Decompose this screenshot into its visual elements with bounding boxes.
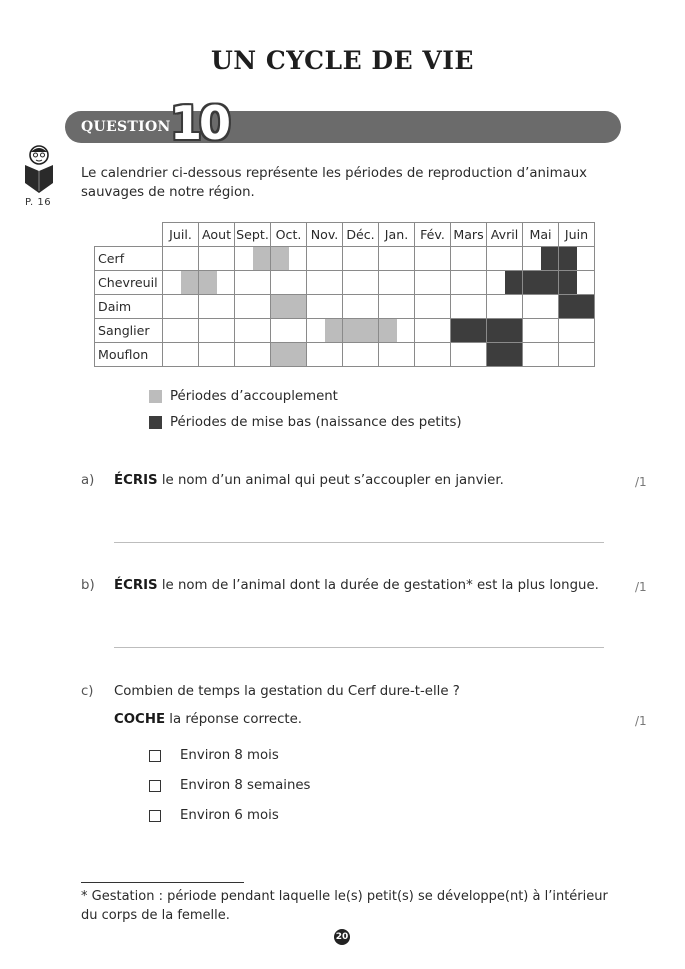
mating-period-mark bbox=[271, 247, 289, 270]
mating-period-mark bbox=[325, 319, 343, 342]
calendar-cell bbox=[487, 247, 523, 271]
birth-period-mark bbox=[541, 247, 559, 270]
option-3-checkbox[interactable] bbox=[149, 810, 161, 822]
month-header: Avril bbox=[487, 223, 523, 247]
birth-period-mark bbox=[505, 271, 523, 294]
question-b-keyword: ÉCRIS bbox=[114, 578, 158, 593]
calendar-row bbox=[95, 247, 595, 271]
calendar-cell bbox=[379, 247, 415, 271]
calendar-header-row bbox=[95, 223, 595, 247]
question-c-keyword: COCHE bbox=[114, 712, 166, 727]
birth-period-mark bbox=[559, 295, 594, 318]
option-1-label: Environ 8 mois bbox=[180, 748, 279, 763]
month-header: Jan. bbox=[379, 223, 415, 247]
intro-text: Le calendrier ci-dessous représente les périodes de reproduction d’animaux sauvages de notre région. bbox=[81, 166, 588, 200]
calendar-cell bbox=[523, 271, 559, 295]
animal-name: Sanglier bbox=[95, 319, 163, 343]
question-a-keyword: ÉCRIS bbox=[114, 473, 158, 488]
calendar-cell bbox=[559, 247, 595, 271]
month-header: Aout bbox=[199, 223, 235, 247]
calendar-cell bbox=[163, 343, 199, 367]
calendar-cell bbox=[379, 319, 415, 343]
question-c-instruction-body: la réponse correcte. bbox=[165, 712, 303, 727]
legend-mating-swatch bbox=[149, 390, 162, 403]
question-b-body: le nom de l’animal dont la durée de gestation* est la plus longue. bbox=[157, 578, 599, 593]
calendar-cell bbox=[343, 319, 379, 343]
calendar-cell bbox=[235, 295, 271, 319]
calendar-cell bbox=[415, 319, 451, 343]
animal-name: Chevreuil bbox=[95, 271, 163, 295]
animal-name: Daim bbox=[95, 295, 163, 319]
calendar-cell bbox=[523, 295, 559, 319]
calendar-row bbox=[95, 271, 595, 295]
legend-birth-label: Périodes de mise bas (naissance des petits) bbox=[170, 415, 462, 430]
calendar-cell bbox=[199, 295, 235, 319]
page-reference: P. 16 bbox=[25, 197, 52, 208]
legend-mating-label: Périodes d’accouplement bbox=[170, 389, 338, 404]
question-b-letter: b) bbox=[81, 578, 95, 593]
footnote: * Gestation : période pendant laquelle le(s) petit(s) se développe(nt) à l’intérieur du corps de la femelle. bbox=[81, 889, 608, 923]
calendar-cell bbox=[415, 247, 451, 271]
calendar-cell bbox=[307, 295, 343, 319]
calendar-cell bbox=[523, 247, 559, 271]
month-header: Fév. bbox=[415, 223, 451, 247]
mating-period-mark bbox=[181, 271, 199, 294]
question-number: 10 bbox=[170, 96, 229, 150]
calendar-cell bbox=[451, 247, 487, 271]
calendar-cell bbox=[523, 319, 559, 343]
calendar-cell bbox=[343, 247, 379, 271]
animal-name: Cerf bbox=[95, 247, 163, 271]
question-c-letter: c) bbox=[81, 684, 94, 699]
calendar-cell bbox=[559, 319, 595, 343]
question-c-instruction bbox=[114, 712, 302, 727]
month-header: Nov. bbox=[307, 223, 343, 247]
question-a-letter: a) bbox=[81, 473, 95, 488]
month-header: Sept. bbox=[235, 223, 271, 247]
calendar-cell bbox=[415, 295, 451, 319]
calendar-cell bbox=[487, 343, 523, 367]
birth-period-mark bbox=[559, 271, 577, 294]
month-header: Mai bbox=[523, 223, 559, 247]
mating-period-mark bbox=[379, 319, 397, 342]
question-label: QUESTION bbox=[81, 119, 171, 135]
calendar-cell bbox=[451, 319, 487, 343]
birth-period-mark bbox=[451, 319, 486, 342]
calendar-cell bbox=[379, 271, 415, 295]
footnote-divider bbox=[81, 882, 244, 883]
birth-period-mark bbox=[523, 271, 558, 294]
calendar-cell bbox=[235, 343, 271, 367]
calendar-cell bbox=[235, 319, 271, 343]
mating-period-mark bbox=[343, 319, 378, 342]
birth-period-mark bbox=[559, 247, 577, 270]
calendar-cell bbox=[559, 295, 595, 319]
calendar-cell bbox=[379, 343, 415, 367]
calendar-cell bbox=[415, 271, 451, 295]
calendar-cell bbox=[163, 295, 199, 319]
calendar-cell bbox=[379, 295, 415, 319]
mating-period-mark bbox=[271, 343, 306, 366]
calendar-cell bbox=[271, 271, 307, 295]
reading-child-icon bbox=[22, 143, 56, 195]
calendar-cell bbox=[487, 295, 523, 319]
calendar-cell bbox=[307, 271, 343, 295]
question-c-text: Combien de temps la gestation du Cerf dure-t-elle ? bbox=[114, 684, 460, 699]
birth-period-mark bbox=[487, 343, 522, 366]
month-header: Oct. bbox=[271, 223, 307, 247]
mating-period-mark bbox=[253, 247, 271, 270]
reproduction-calendar bbox=[94, 222, 595, 367]
calendar-cell bbox=[451, 271, 487, 295]
question-b-text bbox=[114, 578, 599, 593]
question-a-text bbox=[114, 473, 504, 488]
calendar-cell bbox=[559, 343, 595, 367]
calendar-cell bbox=[199, 343, 235, 367]
calendar-cell bbox=[343, 271, 379, 295]
month-header: Mars bbox=[451, 223, 487, 247]
calendar-cell bbox=[271, 319, 307, 343]
calendar-row bbox=[95, 343, 595, 367]
calendar-cell bbox=[163, 319, 199, 343]
calendar-cell bbox=[487, 319, 523, 343]
calendar-cell bbox=[307, 319, 343, 343]
calendar-cell bbox=[199, 247, 235, 271]
option-2-checkbox[interactable] bbox=[149, 780, 161, 792]
calendar-cell bbox=[343, 295, 379, 319]
month-header: Juil. bbox=[163, 223, 199, 247]
calendar-cell bbox=[271, 247, 307, 271]
calendar-cell bbox=[199, 271, 235, 295]
calendar-corner bbox=[95, 223, 163, 247]
calendar-row bbox=[95, 319, 595, 343]
calendar-cell bbox=[235, 271, 271, 295]
option-2-label: Environ 8 semaines bbox=[180, 778, 311, 793]
calendar-cell bbox=[451, 295, 487, 319]
page-number: 20 bbox=[334, 929, 350, 945]
calendar-cell bbox=[271, 295, 307, 319]
calendar-cell bbox=[235, 247, 271, 271]
option-1-checkbox[interactable] bbox=[149, 750, 161, 762]
calendar-cell bbox=[307, 247, 343, 271]
question-c-score: /1 bbox=[635, 714, 647, 728]
question-a-score: /1 bbox=[635, 475, 647, 489]
calendar-cell bbox=[523, 343, 559, 367]
calendar-cell bbox=[415, 343, 451, 367]
page-title: UN CYCLE DE VIE bbox=[211, 46, 474, 75]
calendar-cell bbox=[199, 319, 235, 343]
calendar-cell bbox=[451, 343, 487, 367]
mating-period-mark bbox=[199, 271, 217, 294]
calendar-row bbox=[95, 295, 595, 319]
animal-name: Mouflon bbox=[95, 343, 163, 367]
calendar-cell bbox=[307, 343, 343, 367]
calendar-cell bbox=[163, 271, 199, 295]
legend-birth-swatch bbox=[149, 416, 162, 429]
calendar-cell bbox=[163, 247, 199, 271]
birth-period-mark bbox=[487, 319, 522, 342]
calendar-cell bbox=[559, 271, 595, 295]
calendar-cell bbox=[343, 343, 379, 367]
question-a-body: le nom d’un animal qui peut s’accoupler en janvier. bbox=[157, 473, 504, 488]
month-header: Déc. bbox=[343, 223, 379, 247]
calendar-cell bbox=[487, 271, 523, 295]
option-3-label: Environ 6 mois bbox=[180, 808, 279, 823]
question-b-answer-line[interactable] bbox=[114, 647, 604, 648]
question-a-answer-line[interactable] bbox=[114, 542, 604, 543]
question-b-score: /1 bbox=[635, 580, 647, 594]
calendar-cell bbox=[271, 343, 307, 367]
month-header: Juin bbox=[559, 223, 595, 247]
mating-period-mark bbox=[271, 295, 306, 318]
